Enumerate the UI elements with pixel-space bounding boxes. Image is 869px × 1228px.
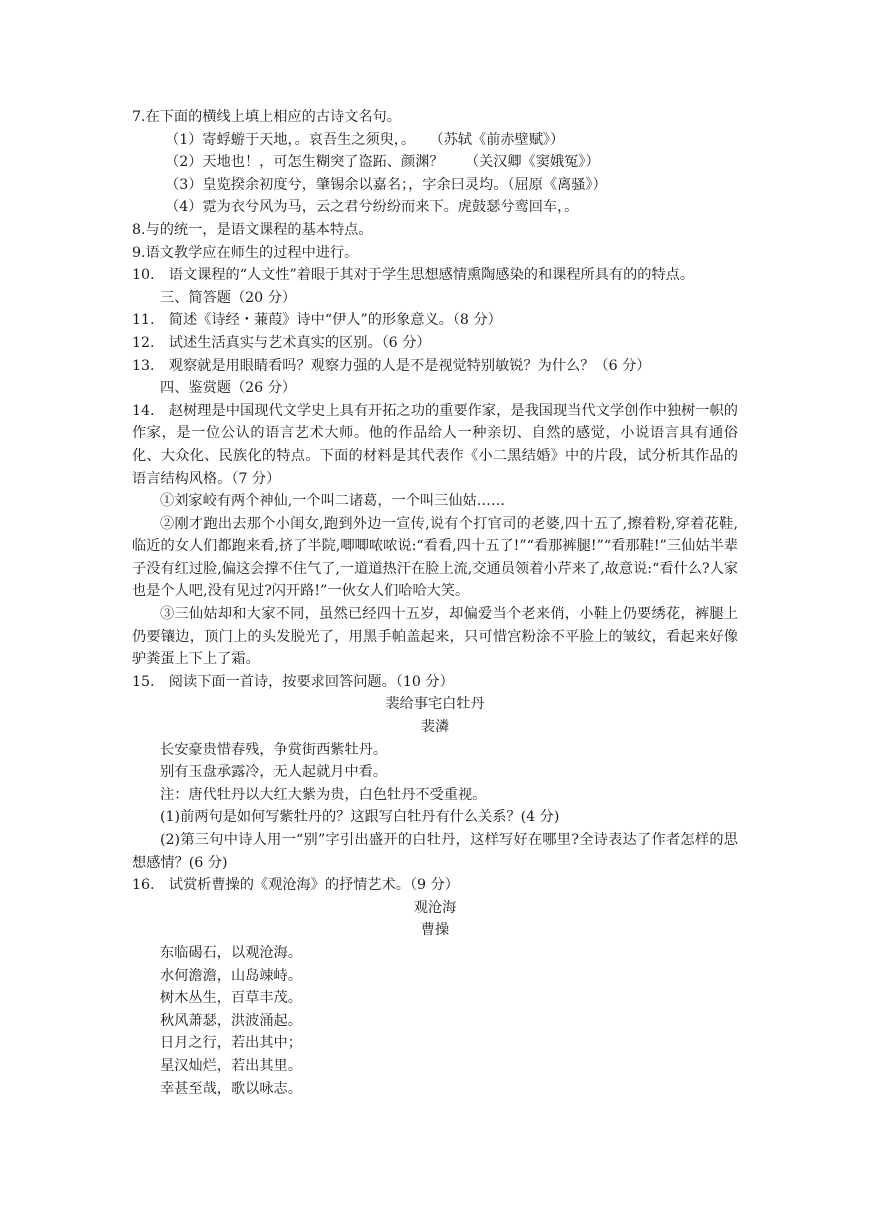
q15-sub-2: (2)第三句中诗人用一“别”字引出盛开的白牡丹，这样写好在哪里?全诗表达了作者怎样的思想感情？(6 分) xyxy=(132,832,738,871)
section4-title: 四、鉴赏题（26 分） xyxy=(160,380,297,397)
q10: 10. 语文课程的“人文性”着眼于其对于学生思想感情熏陶感染的和课程所具有的的特点。 xyxy=(132,267,695,284)
q16-poem-line-6: 星汉灿烂，若出其里。 xyxy=(160,1057,302,1074)
q15-note: 注：唐代牡丹以大红大紫为贵，白色牡丹不受重视。 xyxy=(160,786,487,803)
q16-poem-author: 曹操 xyxy=(420,922,450,939)
q14-stem: 14. 赵树理是中国现代文学史上具有开拓之功的重要作家，是我国现当代文学创作中独树一帜的作家，是一位公认的语言艺术大师。他的作品给人一种亲切、自然的感觉，小说语言具有通俗化、大众化、民族化的特点。下面的材料是其代表作《小二黑结婚》中的片段，试分析其作品的语言结构风格。（7 分） xyxy=(132,402,738,487)
q7-stem: 7.在下面的横线上填上相应的古诗文名句。 xyxy=(132,109,401,125)
q7-item-4: （4）霓为衣兮风为马，云之君兮纷纷而来下。虎鼓瑟兮鸾回车，。 xyxy=(165,199,579,216)
q15-poem-line-1: 长安豪贵惜春残，争赏街西紫牡丹。 xyxy=(160,741,388,758)
q15-sub-1: (1)前两句是如何写紫牡丹的？这跟写白牡丹有什么关系？(4 分) xyxy=(160,809,560,826)
q7-item-3: （3）皇览揆余初度兮，肇锡余以嘉名；，字余曰灵均。（屈原《离骚》） xyxy=(165,176,607,193)
section3-title: 三、简答题（20 分） xyxy=(160,289,297,306)
exam-content xyxy=(132,106,738,1100)
q16-poem-line-4: 秋风萧瑟，洪波涌起。 xyxy=(160,1012,302,1029)
q9: 9.语文教学应在师生的过程中进行。 xyxy=(132,244,359,261)
q15-poem-author: 裴潾 xyxy=(420,719,450,736)
q16-poem-line-2: 水何澹澹，山岛竦峙。 xyxy=(160,967,302,984)
q16-poem-line-3: 树木丛生，百草丰茂。 xyxy=(160,990,302,1007)
q14-passage-1: ①刘家峧有两个神仙,一个叫二诸葛，一个叫三仙姑…… xyxy=(160,493,506,510)
q7-item-1: （1）寄蜉蝣于天地，。哀吾生之须臾，。 （苏轼《前赤壁赋》） xyxy=(165,131,565,148)
q14-passage-3: ③三仙姑却和大家不同，虽然已经四十五岁，却偏爱当个老来俏，小鞋上仍要绣花，裤腿上仍要镶边，顶门上的头发脱光了，用黑手帕盖起来，只可惜宫粉涂不平脸上的皱纹，看起来好像驴粪蛋上下上了霜。 xyxy=(132,606,738,668)
q16-poem-line-5: 日月之行，若出其中； xyxy=(160,1035,302,1052)
q8: 8.与的统一，是语文课程的基本特点。 xyxy=(132,221,373,238)
q16-poem-title: 观沧海 xyxy=(413,899,457,916)
q12: 12. 试述生活真实与艺术真实的区别。（6 分） xyxy=(132,334,431,351)
q16-poem-line-1: 东临碣石，以观沧海。 xyxy=(160,944,302,961)
q16-stem: 16. 试赏析曹操的《观沧海》的抒情艺术。（9 分） xyxy=(132,877,459,894)
q13: 13. 观察就是用眼睛看吗？观察力强的人是不是视觉特别敏锐？为什么？（6 分） xyxy=(132,357,651,374)
q16-poem-line-7: 幸甚至哉，歌以咏志。 xyxy=(160,1080,302,1097)
q14-passage-2: ②刚才跑出去那个小闺女,跑到外边一宣传,说有个打官司的老婆,四十五了,擦着粉,穿着花鞋,临近的女人们都跑来看,挤了半院,唧唧哝哝说:“看看,四十五了!”“看那裤腿!”“看那鞋!”三仙姑半辈子没有红过脸,偏这会撑不住气了,一道道热汗在脸上流,交通员领着小芹来了,故意说:“看什么?人家也是个人吧,没有见过?闪开路!”一伙女人们哈哈大笑。 xyxy=(132,515,738,600)
q15-stem: 15. 阅读下面一首诗，按要求回答问题。（10 分） xyxy=(132,673,454,690)
q7-item-2: （2）天地也！，可怎生糊突了盗跖、颜渊？ （关汉卿《窦娥冤》） xyxy=(165,154,600,171)
q15-poem-title: 裴给事宅白牡丹 xyxy=(385,696,485,713)
q15-poem-line-2: 别有玉盘承露冷，无人起就月中看。 xyxy=(160,764,388,781)
q11: 11. 简述《诗经・蒹葭》诗中“伊人”的形象意义。（8 分） xyxy=(132,312,502,329)
